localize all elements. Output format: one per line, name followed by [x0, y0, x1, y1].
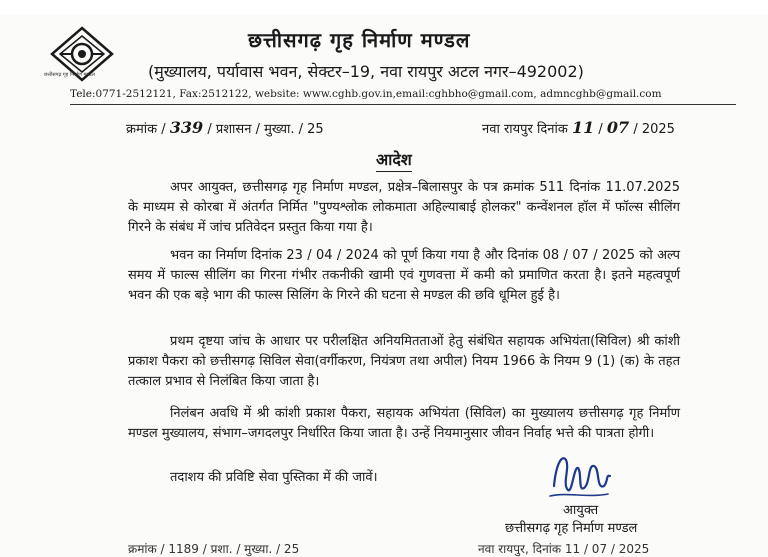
order-paragraph-5: तदाशय की प्रविष्टि सेवा पुस्तिका में की जावें। [170, 470, 378, 485]
signatory-designation: आयुक्त [563, 503, 599, 518]
handwritten-signature [544, 446, 614, 504]
housing-board-logo [42, 24, 122, 88]
footer-reference-date: नवा रायपुर, दिनांक 11 / 07 / 2025 [478, 542, 650, 556]
footer-reference-number: क्रमांक / 1189 / प्रशा. / मुख्या. / 25 [128, 542, 300, 556]
kramank-handwritten-number: 339 [169, 118, 204, 137]
place-date-label: नवा रायपुर दिनांक [482, 122, 568, 137]
org-address: (मुख्यालय, पर्यावास भवन, सेक्टर–19, नवा रायपुर अटल नगर–492002) [148, 62, 584, 81]
date-slash: / [598, 122, 603, 137]
order-title: आदेश [376, 148, 412, 172]
header-divider [70, 104, 736, 105]
signatory-organization: छत्तीसगढ़ गृह निर्माण मण्डल [505, 521, 638, 536]
order-paragraph-4: निलंबन अवधि में श्री कांशी प्रकाश पैकरा, सहायक अभियंता (सिविल) का मुख्यालय छत्तीसगढ़ गृह निर्माण मण्डल मुख्यालय, संभाग–जगदलपुर निर्धारित किया जाता है। उन्हें नियमानुसार जीवन निर्वाह भत्ते की पात्रता होगी। [128, 406, 680, 441]
top-blank-strip [0, 0, 768, 14]
order-paragraph-2: भवन का निर्माण दिनांक 23 / 04 / 2024 को पूर्ण किया गया है और दिनांक 08 / 07 / 2025 को अल्प समय में फाल्स सीलिंग का गिरना गंभीर तकनीकी खामी एवं गुणवत्ता में कमी को प्रमाणित करता है। इतने महत्वपूर्ण भवन की एक बड़े भाग की फाल्स सिलिंग के गिरने की घटना से मण्डल की छवि धूमिल हुई है। [128, 248, 680, 303]
date-day: 11 [571, 118, 595, 137]
reference-number [126, 118, 324, 137]
date-year: / 2025 [633, 122, 675, 137]
kramank-rest: / प्रशासन / मुख्या. / 25 [207, 122, 324, 137]
org-contact-line: Tele:0771-2512121, Fax:2512122, website: www.cghb.gov.in,email:cghbho@gmail.com, admncghb@gmail.com [70, 88, 662, 100]
date-month: 07 [606, 118, 630, 137]
order-paragraph-1: अपर आयुक्त, छत्तीसगढ़ गृह निर्माण मण्डल, प्रक्षेत्र–बिलासपुर के पत्र क्रमांक 511 दिनांक 11.07.2025 के माध्यम से कोरबा में अंतर्गत निर्मित "पुण्यश्लोक लोकमाता अहिल्याबाई होलकर" कन्वेंशनल हॉल में फॉल्स सीलिंग गिरने के संबंध में जांच प्रतिवेदन प्रस्तुत किया गया है। [128, 180, 680, 235]
org-title: छत्तीसगढ़ गृह निर्माण मण्डल [248, 28, 471, 52]
logo-caption: छत्तीसगढ़ गृह निर्माण मण्डल [44, 72, 95, 78]
kramank-label: क्रमांक / [126, 122, 166, 137]
reference-date [482, 118, 675, 137]
order-paragraph-3: प्रथम दृष्टया जांच के आधार पर परीलक्षित अनियमितताओं हेतु संबंधित सहायक अभियंता(सिविल) श्री कांशी प्रकाश पैकरा को छत्तीसगढ़ सिविल सेवा(वर्गीकरण, नियंत्रण तथा अपील) नियम 1966 के नियम 9 (1) (क) के तहत तत्काल प्रभाव से निलंबित किया जाता है। [128, 334, 680, 389]
